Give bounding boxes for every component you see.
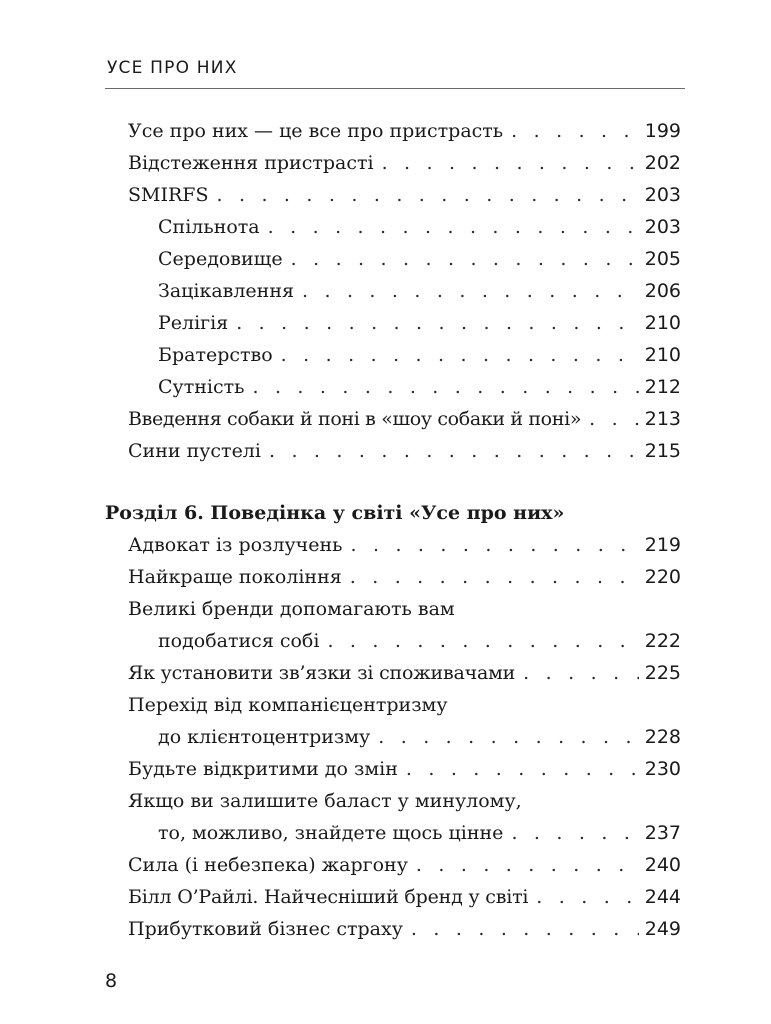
toc-entry-title-line1: Перехід від компанієцентризму — [128, 694, 448, 716]
toc-entry-page: 249 — [644, 918, 681, 940]
toc-subentry — [0, 212, 771, 242]
toc-entry-page: 199 — [644, 120, 681, 142]
toc-entry — [0, 626, 771, 656]
toc-entry — [0, 530, 771, 560]
toc-entry-page: 212 — [644, 376, 681, 398]
toc-entry — [0, 722, 771, 752]
dot-leader — [511, 116, 639, 146]
toc-entry-title: Як установити зв’язки зі споживачами — [128, 662, 516, 684]
toc-entry-title: Спільнота — [158, 216, 260, 238]
toc-entry-page: 219 — [644, 534, 681, 556]
toc-entry-title: Відстеження пристрасті — [128, 152, 374, 174]
toc-entry-title: Найкраще покоління — [128, 566, 342, 588]
toc-subentry — [0, 308, 771, 338]
page-number: 8 — [105, 970, 118, 992]
dot-leader — [236, 308, 639, 338]
toc-entry-title-line1: Якщо ви залишите баласт у минулому, — [128, 790, 522, 812]
toc-entry-title: SMIRFS — [128, 184, 209, 206]
dot-leader — [350, 562, 639, 592]
toc-subentry — [0, 340, 771, 370]
toc-entry-title: Сутність — [158, 376, 245, 398]
dot-leader — [378, 722, 638, 752]
dot-leader — [291, 244, 639, 274]
toc-entry — [0, 658, 771, 688]
toc-entry — [0, 850, 771, 880]
toc-entry-page: 210 — [644, 312, 681, 334]
toc-entry-page: 228 — [644, 726, 681, 748]
dot-leader — [268, 212, 639, 242]
dot-leader — [216, 180, 638, 210]
toc-entry-title: то, можливо, знайдете щось цінне — [158, 822, 504, 844]
toc-entry — [0, 116, 771, 146]
running-head: УСЕ ПРО НИХ — [107, 58, 238, 78]
toc-entry-title: Сила (і небезпека) жаргону — [128, 854, 408, 876]
toc-entry-title: подобатися собі — [158, 630, 320, 652]
toc-entry — [0, 180, 771, 210]
toc-entry-title: Білл О’Райлі. Найчесніший бренд у світі — [128, 886, 529, 908]
toc-entry-title: Прибутковий бізнес страху — [128, 918, 403, 940]
dot-leader — [350, 530, 638, 560]
toc-entry — [0, 754, 771, 784]
toc-entry-title: Сини пустелі — [128, 440, 261, 462]
toc-entry-page: 225 — [644, 662, 681, 684]
toc-entry-title: Адвокат із розлучень — [128, 534, 343, 556]
toc-entry — [0, 818, 771, 848]
toc-entry — [0, 562, 771, 592]
toc-entry-page: 244 — [644, 886, 681, 908]
chapter-heading: Розділ 6. Поведінка у світі «Усе про них» — [105, 502, 565, 524]
toc-entry — [0, 882, 771, 912]
toc-entry-page: 230 — [644, 758, 681, 780]
toc-entry — [0, 148, 771, 178]
dot-leader — [281, 340, 639, 370]
dot-leader — [411, 914, 639, 944]
toc-entry-page: 240 — [644, 854, 681, 876]
dot-leader — [511, 818, 638, 848]
toc-entry-first-line — [0, 690, 771, 720]
toc-entry-title: Зацікавлення — [158, 280, 294, 302]
toc-entry-page: 213 — [644, 408, 681, 430]
toc-entry-first-line — [0, 786, 771, 816]
toc-entry-page: 202 — [644, 152, 681, 174]
dot-leader — [252, 372, 638, 402]
header-rule — [105, 88, 685, 89]
toc-entry-title: Усе про них — це все про пристрасть — [128, 120, 504, 142]
toc-entry-page: 215 — [644, 440, 681, 462]
toc-entry-title: Середовище — [158, 248, 283, 270]
toc-subentry — [0, 244, 771, 274]
toc-subentry — [0, 276, 771, 306]
toc-subentry — [0, 372, 771, 402]
dot-leader — [406, 754, 639, 784]
toc-entry-page: 206 — [644, 280, 681, 302]
dot-leader — [523, 658, 639, 688]
toc-entry — [0, 436, 771, 466]
dot-leader — [327, 626, 638, 656]
dot-leader — [589, 404, 639, 434]
toc-entry-page: 237 — [644, 822, 681, 844]
toc-entry-title: до клієнтоцентризму — [158, 726, 371, 748]
toc-entry-page: 205 — [644, 248, 681, 270]
toc-entry-page: 210 — [644, 344, 681, 366]
toc-entry-page: 203 — [644, 184, 681, 206]
dot-leader — [416, 850, 639, 880]
dot-leader — [382, 148, 639, 178]
toc-entry-page: 222 — [644, 630, 681, 652]
toc-entry-title: Введення собаки й поні в «шоу собаки й поні» — [128, 408, 582, 430]
toc-entry-title: Релігія — [158, 312, 229, 334]
toc-entry-page: 203 — [644, 216, 681, 238]
dot-leader — [269, 436, 639, 466]
toc-entry-first-line — [0, 594, 771, 624]
dot-leader — [302, 276, 639, 306]
dot-leader — [536, 882, 638, 912]
toc-entry — [0, 404, 771, 434]
toc-entry-title: Будьте відкритими до змін — [128, 758, 398, 780]
toc-entry — [0, 914, 771, 944]
toc-entry-title-line1: Великі бренди допомагають вам — [128, 598, 455, 620]
toc-entry-title: Братерство — [158, 344, 273, 366]
toc-entry-page: 220 — [644, 566, 681, 588]
